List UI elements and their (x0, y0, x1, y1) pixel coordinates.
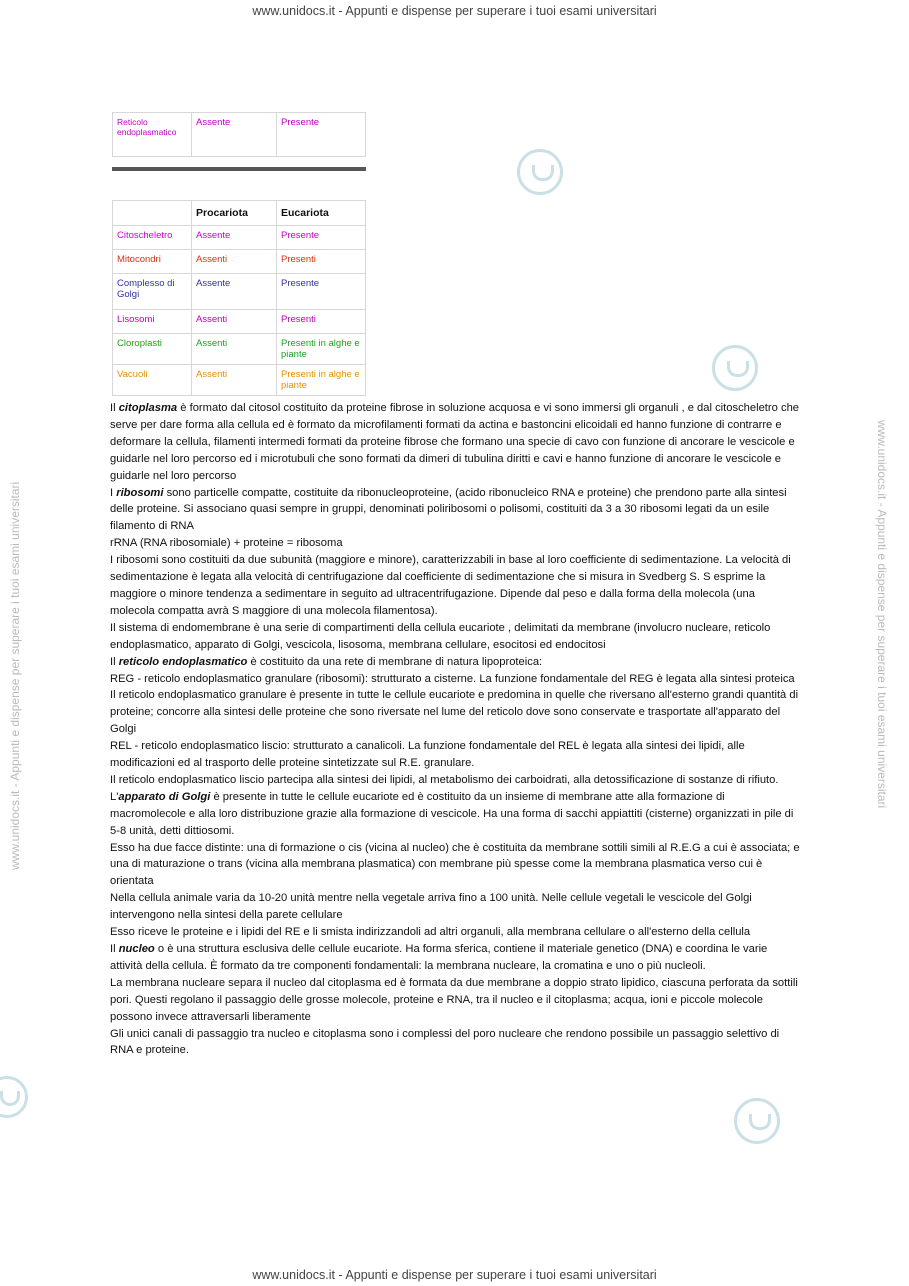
text-span: è presente in tutte le cellule eucariote ed è costituito da un insieme di membrane atte alla formazione di macromolecole e alla loro distribuzione grazie alla formazione di vescicole. Ha una forma di sacchi appiattiti (cisterne) organizzati in pile di 5-8 unità, detti dittiosomi. (110, 790, 794, 837)
row-label: Cloroplasti (113, 334, 192, 365)
header-empty (113, 201, 192, 226)
unidocs-logo-icon (0, 1076, 28, 1118)
eucariota-cell: Presenti in alghe e piante (277, 334, 366, 365)
paragraph-rel: REL - reticolo endoplasmatico liscio: strutturato a canalicoli. La funzione fondamentale del REL è legata alla sintesi dei lipidi, alle modificazioni ed al trasporto delle proteine sintetizzate sul R.E. granulare. (110, 740, 745, 770)
term-ribosomi: ribosomi (116, 486, 164, 499)
table-row (113, 365, 366, 396)
procariota-cell: Assente (192, 113, 277, 157)
text-span: Il (110, 655, 119, 668)
term-nucleo: nucleo (118, 943, 155, 955)
text-span: L' (110, 790, 119, 803)
paragraph-nucleo (110, 941, 800, 975)
paragraph-reticolo (110, 654, 800, 671)
text-span: I (110, 486, 117, 499)
document-body (110, 400, 800, 1059)
row-label: Complesso di Golgi (113, 274, 192, 310)
paragraph-rel-detail: Il reticolo endoplasmatico liscio partecipa alla sintesi dei lipidi, al metabolismo dei carboidrati, alla detossificazione di sostanze di rifiuto. (110, 773, 779, 786)
procariota-cell: Assente (192, 274, 277, 310)
paragraph-golgi (110, 789, 800, 840)
side-watermark-right: www.unidocs.it - Appunti e dispense per superare i tuoi esami universitari (875, 420, 889, 809)
paragraph-citoplasma (110, 400, 800, 485)
paragraph-poro-nucleare: Gli unici canali di passaggio tra nucleo e citoplasma sono i complessi del poro nucleare che rendono possibile un passaggio selettivo di RNA e proteine. (110, 1027, 780, 1057)
page-header: www.unidocs.it - Appunti e dispense per superare i tuoi esami universitari (252, 4, 657, 18)
unidocs-logo-icon (712, 345, 758, 391)
eucariota-cell: Presenti in alghe e piante (277, 365, 366, 396)
paragraph-rrna: rRNA (RNA ribosomiale) + proteine = ribosoma (110, 537, 343, 550)
text-span: o è una struttura esclusiva delle cellule eucariote. Ha forma sferica, contiene il materiale genetico (DNA) e coordina le varie attività della cellula. È formato da tre componenti fondamentali: la membrana nucleare, la cromatina e uno o più nucleoli. (110, 943, 768, 972)
unidocs-logo-icon (734, 1098, 780, 1144)
text-span: sono particelle compatte, costituite da ribonucleoproteine, (acido ribonucleico RNA e proteine) che prendono parte alla sintesi delle proteine. Si associano quasi sempre in gruppi, denominati poliribosomi o polisomi, costituiti da 3 a 30 ribosomi legati da un esile filamento di RNA (110, 486, 787, 533)
eucariota-cell: Presente (277, 113, 366, 157)
paragraph-reg: REG - reticolo endoplasmatico granulare (ribosomi): strutturato a cisterne. La funzione fondamentale del REG è legata alla sintesi proteica (110, 672, 795, 685)
eucariota-cell: Presenti (277, 250, 366, 274)
term-citoplasma: citoplasma (118, 402, 178, 414)
procariota-cell: Assenti (192, 334, 277, 365)
unidocs-logo-icon (517, 149, 563, 195)
text-span: Il (110, 402, 119, 414)
paragraph-reg-detail: Il reticolo endoplasmatico granulare è presente in tutte le cellule eucariote e predomina in quelle che riversano all'esterno grandi quantità di proteine; concorre alla sintesi delle proteine che sono riversate nel lume del reticolo dove sono conservate e trasportate all'apparato del Golgi (110, 689, 799, 736)
table-row (113, 113, 366, 157)
table-row (113, 250, 366, 274)
table-row (113, 226, 366, 250)
row-label: Reticolo endoplasmatico (113, 113, 192, 157)
eucariota-cell: Presenti (277, 310, 366, 334)
paragraph-endomembrane: Il sistema di endomembrane è una serie di compartimenti della cellula eucariote , delimitati da membrane (involucro nucleare, reticolo endoplasmatico, apparato di Golgi, vescicola, lisosoma, membrana cellulare, esocitosi ed endocitosi (110, 621, 771, 651)
paragraph-golgi-funzione: Esso riceve le proteine e i lipidi del RE e li smista indirizzandoli ad altri organuli, alla membrana cellulare o all'esterno della cellula (110, 926, 751, 939)
table-row (113, 274, 366, 310)
row-label: Lisosomi (113, 310, 192, 334)
comparison-table-top (112, 112, 366, 157)
row-label: Mitocondri (113, 250, 192, 274)
row-label: Citoscheletro (113, 226, 192, 250)
side-watermark-left: www.unidocs.it - Appunti e dispense per superare i tuoi esami universitari (8, 481, 22, 870)
procariota-cell: Assenti (192, 365, 277, 396)
paragraph-membrana-nucleare: La membrana nucleare separa il nucleo dal citoplasma ed è formata da due membrane a doppio strato lipidico, ciascuna perforata da sottili pori. Questi regolano il passaggio delle grosse molecole, proteine e RNA, tra il nucleo e il citoplasma; acqua, ioni e piccole molecole possono invece attraversarli liberamente (110, 976, 798, 1023)
eucariota-cell: Presente (277, 274, 366, 310)
page-footer: www.unidocs.it - Appunti e dispense per superare i tuoi esami universitari (252, 1268, 657, 1282)
paragraph-golgi-facce: Esso ha due facce distinte: una di formazione o cis (vicina al nucleo) che è costituita da membrane sottili simili al R.E.G a cui è associata; e una di maturazione o trans (vicina alla membrana plasmatica) con membrane più spesse come la membrana plasmatica verso cui è orientata (110, 841, 800, 888)
text-span: è formato dal citosol costituito da proteine fibrose in soluzione acquosa e vi sono immersi gli organuli , e dal citoscheletro che serve per dare forma alla cellula ed è formato da microfilamenti formati da actina e bastoncini elicoidali ed hanno funzione di contrarre e deformare la cellula, filamenti intermedi formati da proteine fibrose che formano una specie di cavo con funzione di ancorare le vescicole e guidarle nel loro percorso ed i microtubuli che sono formati da dimeri di tubulina diritti e cavi e hanno funzione di ancorare le vescicole e guidarle nel loro percorso (110, 402, 800, 482)
paragraph-ribosomi (110, 485, 800, 536)
procariota-cell: Assenti (192, 310, 277, 334)
procariota-cell: Assenti (192, 250, 277, 274)
procariota-cell: Assente (192, 226, 277, 250)
eucariota-cell: Presente (277, 226, 366, 250)
row-label: Vacuoli (113, 365, 192, 396)
table-row (113, 310, 366, 334)
header-procariota: Procariota (192, 201, 277, 226)
term-reticolo-endoplasmatico: reticolo endoplasmatico (118, 655, 248, 668)
table-separator-bar (112, 167, 366, 171)
paragraph-golgi-unita: Nella cellula animale varia da 10-20 unità mentre nella vegetale arriva fino a 100 unità. Nelle cellule vegetali le vescicole del Golgi intervengono nella sintesi della parete cellulare (110, 892, 752, 922)
comparison-table (112, 200, 366, 396)
table-header-row (113, 201, 366, 226)
table-row (113, 334, 366, 365)
term-apparato-di-golgi: apparato di Golgi (118, 790, 211, 803)
header-eucariota: Eucariota (277, 201, 366, 226)
text-span: Il (110, 943, 119, 955)
paragraph-subunita: I ribosomi sono costituiti da due subunità (maggiore e minore), caratterizzabili in base al loro coefficiente di sedimentazione. La velocità di sedimentazione è legata alla velocità di centrifugazione dal coefficiente di sedimentazione che si misura in Svedberg S. S esprime la maggiore o minore tendenza a sedimentare in seguito ad ultracentrifugazione. Dipende dal peso e dalla forma della molecola (una molecola compatta avrà S maggiore di una molecola filamentosa). (110, 554, 791, 617)
text-span: è costituito da una rete di membrane di natura lipoproteica: (247, 655, 543, 668)
